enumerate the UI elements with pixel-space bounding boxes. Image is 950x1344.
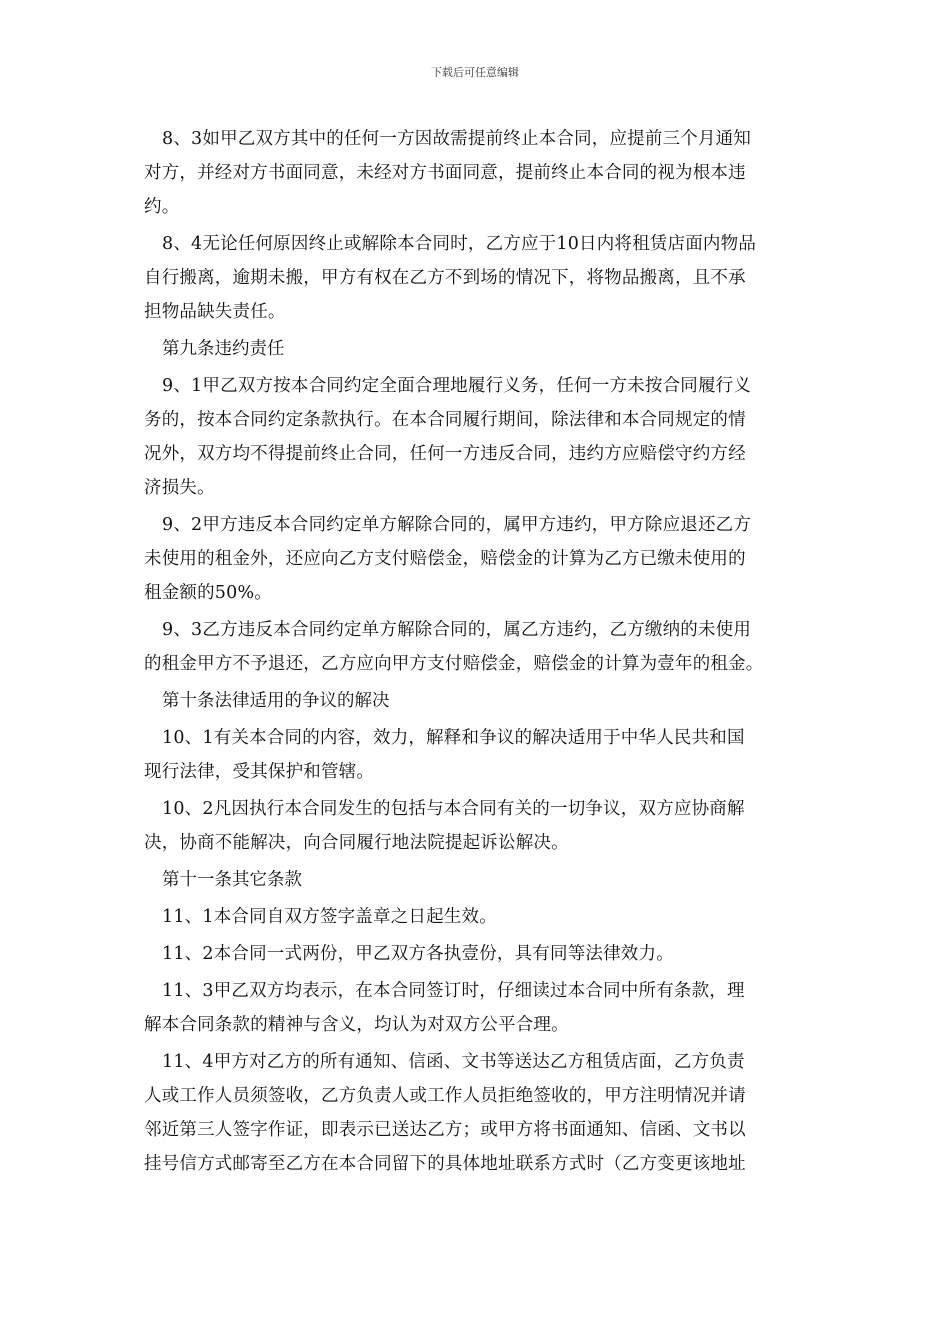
paragraph-line: 现行法律，受其保护和管辖。 [144, 762, 375, 782]
paragraph-line: 11、1本合同自双方签字盖章之日起生效。 [162, 907, 497, 927]
clause-paragraph [144, 613, 806, 681]
clause-paragraph [144, 369, 806, 505]
paragraph-line: 挂号信方式邮寄至乙方在本合同留下的具体地址联系方式时（乙方变更该地址 [144, 1154, 746, 1174]
paragraph-line: 自行搬离，逾期未搬，甲方有权在乙方不到场的情况下，将物品搬离，且不承 [144, 268, 746, 288]
paragraph-line: 约。 [144, 197, 180, 217]
paragraph-line: 8、4无论任何原因终止或解除本合同时，乙方应于10日内将租赁店面内物品 [162, 234, 757, 254]
paragraph-line: 解本合同条款的精神与含义，均认为对双方公平合理。 [144, 1015, 569, 1035]
paragraph-line: 11、3甲乙双方均表示，在本合同签订时，仔细读过本合同中所有条款，理 [162, 981, 745, 1001]
clause-paragraph [144, 937, 806, 971]
paragraph-line: 9、2甲方违反本合同约定单方解除合同的，属甲方违约，甲方除应退还乙方 [162, 515, 752, 535]
clause-paragraph [144, 227, 806, 329]
paragraph-line: 邻近第三人签字作证，即表示已送达乙方；或甲方将书面通知、信函、文书以 [144, 1120, 746, 1140]
paragraph-line: 10、2凡因执行本合同发生的包括与本合同有关的一切争议，双方应协商解 [162, 799, 745, 819]
paragraph-line: 11、2本合同一式两份，甲乙双方各执壹份，具有同等法律效力。 [162, 944, 674, 964]
page-header-caption: 下载后可任意编辑 [431, 66, 519, 79]
paragraph-line: 10、1有关本合同的内容，效力，解释和争议的解决适用于中华人民共和国 [162, 728, 745, 748]
section-heading: 第九条违约责任 [162, 339, 285, 359]
clause-paragraph [144, 721, 806, 789]
paragraph-line: 对方，并经对方书面同意，未经对方书面同意，提前终止本合同的视为根本违 [144, 163, 746, 183]
paragraph-line: 8、3如甲乙双方其中的任何一方因故需提前终止本合同，应提前三个月通知 [162, 129, 752, 149]
clause-paragraph [144, 122, 806, 224]
paragraph-line: 况外，双方均不得提前终止合同，任何一方违反合同，违约方应赔偿守约方经 [144, 444, 746, 464]
paragraph-line: 9、1甲乙双方按本合同约定全面合理地履行义务，任何一方未按合同履行义 [162, 376, 752, 396]
clause-paragraph [144, 792, 806, 860]
paragraph-line: 租金额的50%。 [144, 583, 272, 603]
paragraph-line: 担物品缺失责任。 [144, 302, 286, 322]
paragraph-line: 未使用的租金外，还应向乙方支付赔偿金，赔偿金的计算为乙方已缴未使用的 [144, 549, 746, 569]
section-heading: 第十条法律适用的争议的解决 [162, 691, 390, 711]
paragraph-line: 人或工作人员须签收，乙方负责人或工作人员拒绝签收的，甲方注明情况并请 [144, 1086, 746, 1106]
clause-paragraph [144, 900, 806, 934]
paragraph-line: 决，协商不能解决，向合同履行地法院提起诉讼解决。 [144, 833, 569, 853]
clause-paragraph [144, 1045, 806, 1181]
paragraph-line: 9、3乙方违反本合同约定单方解除合同的，属乙方违约，乙方缴纳的未使用 [162, 620, 752, 640]
paragraph-line: 务的，按本合同约定条款执行。在本合同履行期间，除法律和本合同规定的情 [144, 410, 746, 430]
document-body [144, 122, 806, 1184]
clause-paragraph [144, 508, 806, 610]
clause-paragraph [144, 974, 806, 1042]
paragraph-line: 济损失。 [144, 478, 215, 498]
paragraph-line: 11、4甲方对乙方的所有通知、信函、文书等送达乙方租赁店面，乙方负责 [162, 1052, 745, 1072]
paragraph-line: 的租金甲方不予退还，乙方应向甲方支付赔偿金，赔偿金的计算为壹年的租金。 [144, 654, 764, 674]
section-heading: 第十一条其它条款 [162, 870, 302, 890]
